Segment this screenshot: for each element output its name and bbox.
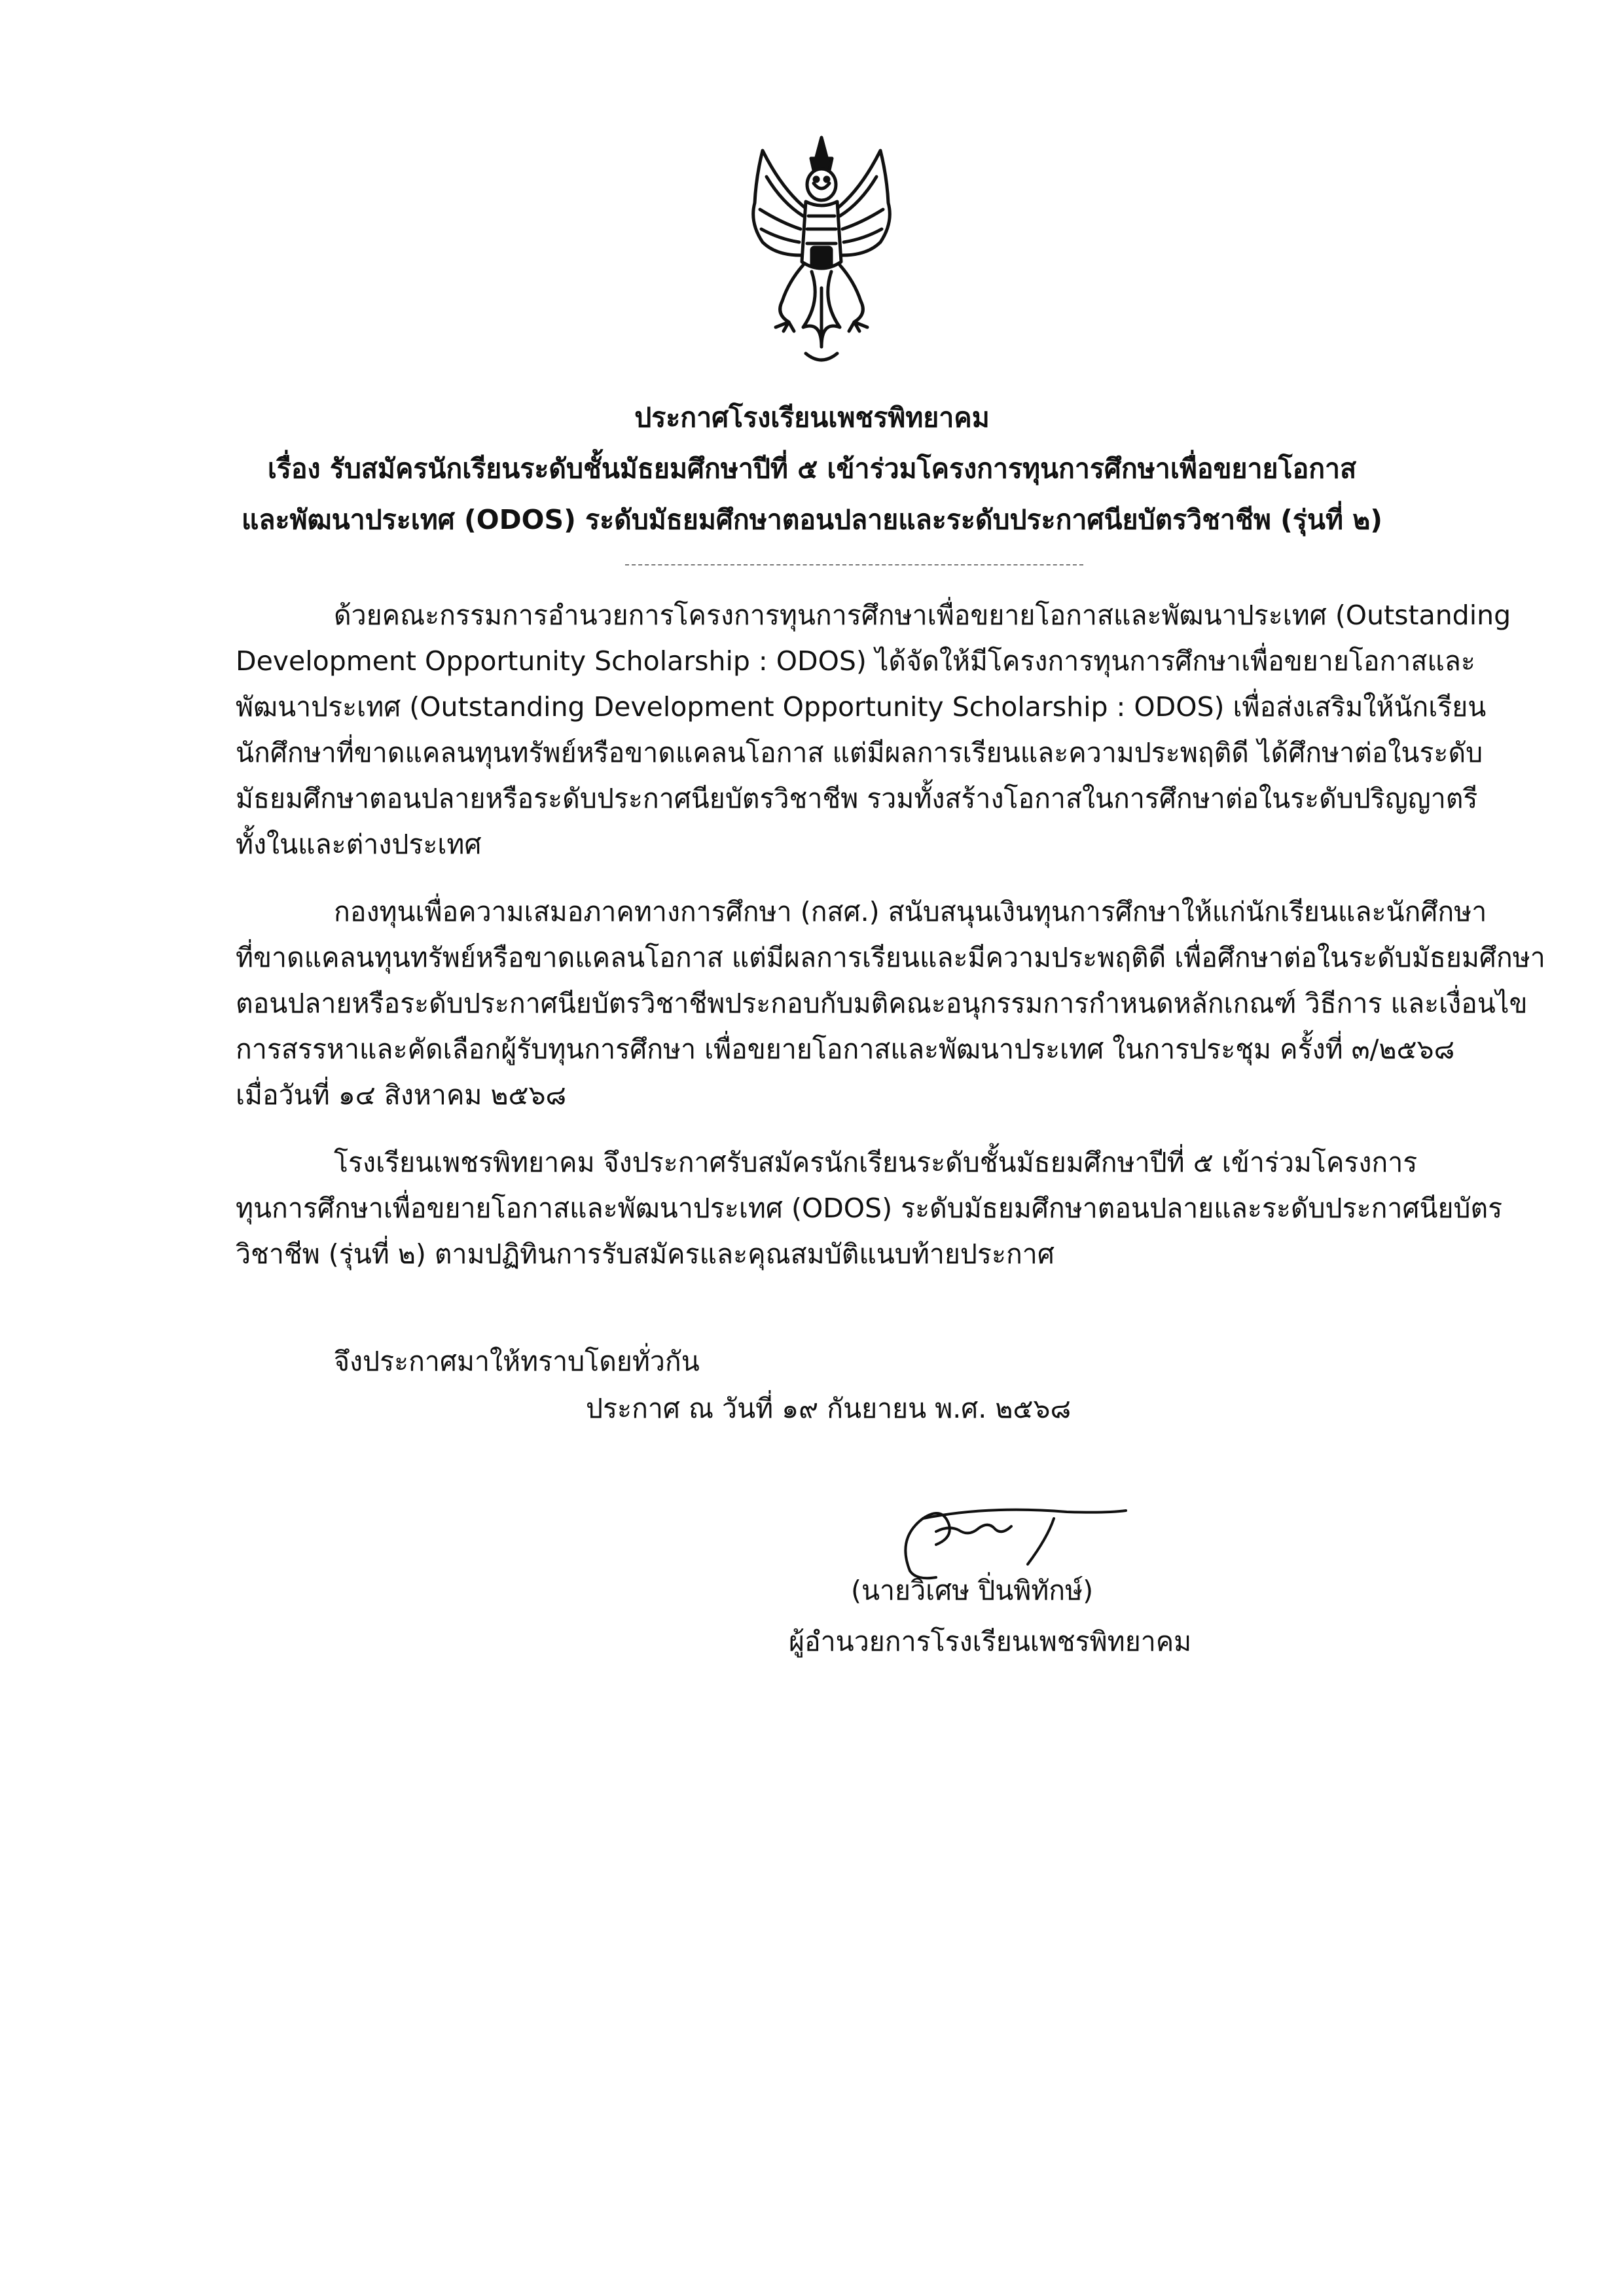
announcement-subject-continued: และพัฒนาประเทศ (ODOS) ระดับมัธยมศึกษาตอนปลายและระดับประกาศนียบัตรวิชาชีพ (รุ่นที่ ๒) [241,504,1383,535]
signer-name: (นายวิเศษ ปิ่นพิทักษ์) [851,1575,1094,1606]
body-line: มัธยมศึกษาตอนปลายหรือระดับประกาศนียบัตรวิชาชีพ รวมทั้งสร้างโอกาสในการศึกษาต่อในระดับปริญญาตรี [236,783,1478,814]
announcement-title: ประกาศโรงเรียนเพชรพิทยาคม [634,402,990,433]
body-line: การสรรหาและคัดเลือกผู้รับทุนการศึกษา เพื่อขยายโอกาสและพัฒนาประเทศ ในการประชุม ครั้งที่ ๓/๒๕๖๘ [236,1033,1455,1065]
paragraph-3 [236,1139,1506,1277]
separator-line [625,551,1083,565]
announcement-subject: เรื่อง รับสมัครนักเรียนระดับชั้นมัธยมศึกษาปีที่ ๕ เข้าร่วมโครงการทุนการศึกษาเพื่อขยายโอกาส [267,453,1357,484]
garuda-emblem-icon [743,131,900,380]
body-line: นักศึกษาที่ขาดแคลนทุนทรัพย์หรือขาดแคลนโอกาส แต่มีผลการเรียนและความประพฤติดี ได้ศึกษาต่อในระดับ [236,737,1483,768]
paragraph-1 [236,592,1511,867]
closing-paragraph [236,1338,1506,1384]
body-line: โรงเรียนเพชรพิทยาคม จึงประกาศรับสมัครนักเรียนระดับชั้นมัธยมศึกษาปีที่ ๕ เข้าร่วมโครงการ [334,1147,1418,1178]
body-line: วิชาชีพ (รุ่นที่ ๒) ตามปฏิทินการรับสมัครและคุณสมบัติแนบท้ายประกาศ [236,1238,1055,1270]
paragraph-2 [236,889,1545,1118]
body-line: ตอนปลายหรือระดับประกาศนียบัตรวิชาชีพประกอบกับมติคณะอนุกรรมการกำหนดหลักเกณฑ์ วิธีการ และเงื่อนไข [236,988,1528,1019]
body-line: พัฒนาประเทศ (Outstanding Development Opportunity Scholarship : ODOS) เพื่อส่งเสริมให้นักเรียน [236,691,1487,723]
closing-line: จึงประกาศมาให้ทราบโดยทั่วกัน [334,1346,700,1377]
body-line: ทั้งในและต่างประเทศ [236,829,482,860]
body-line: ด้วยคณะกรรมการอำนวยการโครงการทุนการศึกษาเพื่อขยายโอกาสและพัฒนาประเทศ (Outstanding [334,600,1511,631]
body-line: Development Opportunity Scholarship : ODOS) ได้จัดให้มีโครงการทุนการศึกษาเพื่อขยายโอกาสและ [236,645,1475,677]
body-line: ที่ขาดแคลนทุนทรัพย์หรือขาดแคลนโอกาส แต่มีผลการเรียนและมีความประพฤติดี เพื่อศึกษาต่อในระดับมัธยมศึกษา [236,942,1545,973]
announcement-date: ประกาศ ณ วันที่ ๑๙ กันยายน พ.ศ. ๒๕๖๘ [586,1393,1072,1424]
body-line: กองทุนเพื่อความเสมอภาคทางการศึกษา (กสศ.) สนับสนุนเงินทุนการศึกษาให้แก่นักเรียนและนักศึกษา [334,896,1487,927]
body-line: เมื่อวันที่ ๑๔ สิงหาคม ๒๕๖๘ [236,1079,567,1111]
body-line: ทุนการศึกษาเพื่อขยายโอกาสและพัฒนาประเทศ (ODOS) ระดับมัธยมศึกษาตอนปลายและระดับประกาศนียบัตร [236,1193,1503,1224]
signer-position: ผู้อำนวยการโรงเรียนเพชรพิทยาคม [789,1626,1192,1657]
